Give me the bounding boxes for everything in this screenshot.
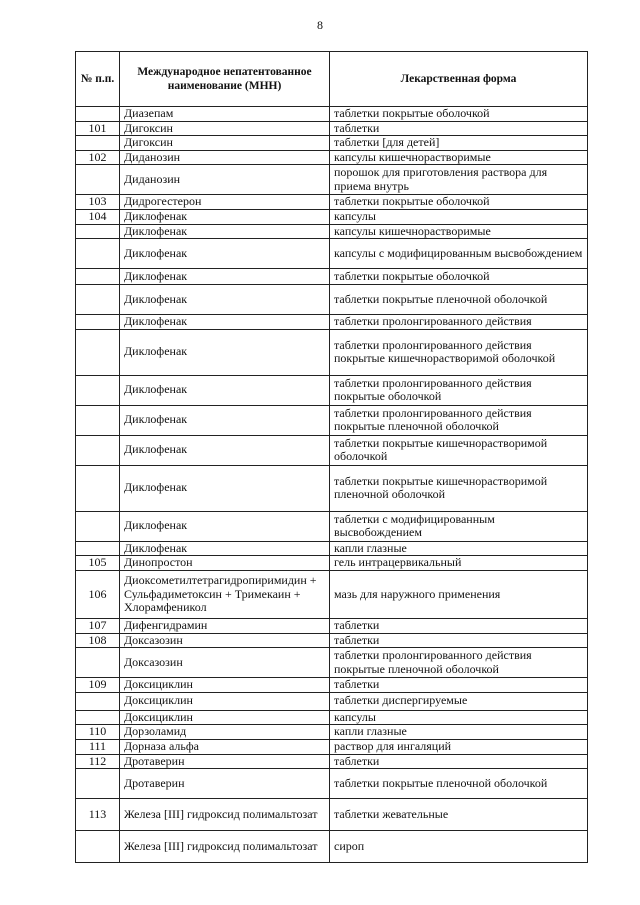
- drug-name: Доксазозин: [120, 633, 330, 648]
- row-number: [76, 269, 120, 285]
- drug-name: Доксазозин: [120, 648, 330, 678]
- drug-name: Диклофенак: [120, 329, 330, 375]
- table-row: [76, 107, 588, 122]
- drug-name: Диданозин: [120, 165, 330, 195]
- drug-name: Диклофенак: [120, 511, 330, 541]
- drug-name: Диклофенак: [120, 224, 330, 239]
- table-row: [76, 315, 588, 330]
- drug-name: Дорзоламид: [120, 725, 330, 740]
- dosage-form: таблетки пролонгированного действия: [330, 315, 588, 330]
- row-number: 110: [76, 725, 120, 740]
- row-number: [76, 541, 120, 556]
- row-number: [76, 224, 120, 239]
- header-form: Лекарственная форма: [330, 52, 588, 107]
- drug-name: Дифенгидрамин: [120, 618, 330, 633]
- table-row: [76, 224, 588, 239]
- table-row: [76, 269, 588, 285]
- table-row: [76, 375, 588, 405]
- table-row: [76, 405, 588, 435]
- table-row: [76, 121, 588, 136]
- row-number: 113: [76, 799, 120, 831]
- drug-name: Диклофенак: [120, 285, 330, 315]
- dosage-form: капсулы кишечнорастворимые: [330, 150, 588, 165]
- row-number: [76, 831, 120, 863]
- dosage-form: таблетки покрытые оболочкой: [330, 195, 588, 210]
- drug-name: Доксициклин: [120, 678, 330, 693]
- table-row: [76, 435, 588, 465]
- row-number: 106: [76, 570, 120, 618]
- row-number: [76, 136, 120, 151]
- dosage-form: таблетки покрытые кишечнорастворимой пленочной оболочкой: [330, 465, 588, 511]
- dosage-form: сироп: [330, 831, 588, 863]
- dosage-form: таблетки пролонгированного действия покрытые оболочкой: [330, 375, 588, 405]
- row-number: [76, 692, 120, 710]
- drug-table: [75, 51, 588, 863]
- table-row: [76, 633, 588, 648]
- table-row: [76, 754, 588, 769]
- dosage-form: таблетки с модифицированным высвобождением: [330, 511, 588, 541]
- table-row: [76, 725, 588, 740]
- table-row: [76, 648, 588, 678]
- dosage-form: капсулы с модифицированным высвобождением: [330, 239, 588, 269]
- row-number: [76, 710, 120, 725]
- table-row: [76, 541, 588, 556]
- dosage-form: порошок для приготовления раствора для приема внутрь: [330, 165, 588, 195]
- row-number: 107: [76, 618, 120, 633]
- dosage-form: капли глазные: [330, 725, 588, 740]
- drug-name: Диклофенак: [120, 375, 330, 405]
- drug-name: Дорназа альфа: [120, 739, 330, 754]
- row-number: 104: [76, 209, 120, 224]
- row-number: [76, 165, 120, 195]
- row-number: 109: [76, 678, 120, 693]
- drug-name: Динопростон: [120, 556, 330, 571]
- table-row: [76, 239, 588, 269]
- table-row: [76, 692, 588, 710]
- dosage-form: таблетки диспергируемые: [330, 692, 588, 710]
- dosage-form: таблетки покрытые кишечнорастворимой оболочкой: [330, 435, 588, 465]
- row-number: [76, 315, 120, 330]
- drug-name: Железа [III] гидроксид полимальтозат: [120, 831, 330, 863]
- row-number: [76, 285, 120, 315]
- drug-name: Диклофенак: [120, 405, 330, 435]
- row-number: [76, 329, 120, 375]
- page-number: 8: [317, 18, 323, 32]
- dosage-form: таблетки пролонгированного действия покрытые пленочной оболочкой: [330, 648, 588, 678]
- dosage-form: таблетки покрытые пленочной оболочкой: [330, 285, 588, 315]
- dosage-form: таблетки [для детей]: [330, 136, 588, 151]
- row-number: [76, 107, 120, 122]
- row-number: 111: [76, 739, 120, 754]
- table-row: [76, 678, 588, 693]
- drug-name: Диклофенак: [120, 239, 330, 269]
- dosage-form: капсулы: [330, 710, 588, 725]
- row-number: [76, 465, 120, 511]
- drug-name: Железа [III] гидроксид полимальтозат: [120, 799, 330, 831]
- drug-name: Диклофенак: [120, 269, 330, 285]
- table-row: [76, 618, 588, 633]
- drug-name: Диклофенак: [120, 315, 330, 330]
- row-number: 108: [76, 633, 120, 648]
- dosage-form: таблетки жевательные: [330, 799, 588, 831]
- table-row: [76, 769, 588, 799]
- row-number: [76, 511, 120, 541]
- dosage-form: гель интрацервикальный: [330, 556, 588, 571]
- dosage-form: таблетки пролонгированного действия покрытые пленочной оболочкой: [330, 405, 588, 435]
- table-row: [76, 195, 588, 210]
- row-number: [76, 375, 120, 405]
- dosage-form: таблетки: [330, 633, 588, 648]
- table-row: [76, 570, 588, 618]
- header-name: Международное непатентованное наименование (МНН): [120, 52, 330, 107]
- drug-name: Дротаверин: [120, 769, 330, 799]
- row-number: [76, 239, 120, 269]
- row-number: 105: [76, 556, 120, 571]
- table-row: [76, 739, 588, 754]
- table-row: [76, 799, 588, 831]
- row-number: [76, 435, 120, 465]
- table-row: [76, 831, 588, 863]
- dosage-form: таблетки пролонгированного действия покрытые кишечнорастворимой оболочкой: [330, 329, 588, 375]
- dosage-form: таблетки: [330, 678, 588, 693]
- header-num: № п.п.: [76, 52, 120, 107]
- row-number: [76, 769, 120, 799]
- drug-name: Дигоксин: [120, 136, 330, 151]
- table-row: [76, 465, 588, 511]
- table-row: [76, 285, 588, 315]
- dosage-form: капли глазные: [330, 541, 588, 556]
- drug-name: Диклофенак: [120, 541, 330, 556]
- drug-name: Дротаверин: [120, 754, 330, 769]
- table-row: [76, 150, 588, 165]
- dosage-form: капсулы кишечнорастворимые: [330, 224, 588, 239]
- table-row: [76, 511, 588, 541]
- row-number: 103: [76, 195, 120, 210]
- drug-name: Дигоксин: [120, 121, 330, 136]
- dosage-form: раствор для ингаляций: [330, 739, 588, 754]
- drug-name: Доксициклин: [120, 710, 330, 725]
- row-number: 112: [76, 754, 120, 769]
- drug-name: Диклофенак: [120, 465, 330, 511]
- table-row: [76, 165, 588, 195]
- row-number: [76, 405, 120, 435]
- table-row: [76, 710, 588, 725]
- dosage-form: таблетки: [330, 618, 588, 633]
- dosage-form: таблетки покрытые оболочкой: [330, 107, 588, 122]
- drug-name: Диазепам: [120, 107, 330, 122]
- dosage-form: таблетки покрытые пленочной оболочкой: [330, 769, 588, 799]
- dosage-form: таблетки: [330, 121, 588, 136]
- row-number: 102: [76, 150, 120, 165]
- row-number: 101: [76, 121, 120, 136]
- drug-name: Диклофенак: [120, 209, 330, 224]
- drug-name: Дидрогестерон: [120, 195, 330, 210]
- drug-name: Диклофенак: [120, 435, 330, 465]
- table-row: [76, 556, 588, 571]
- table-body: [76, 107, 588, 863]
- drug-name: Диданозин: [120, 150, 330, 165]
- table-row: [76, 209, 588, 224]
- dosage-form: капсулы: [330, 209, 588, 224]
- dosage-form: мазь для наружного применения: [330, 570, 588, 618]
- dosage-form: таблетки покрытые оболочкой: [330, 269, 588, 285]
- row-number: [76, 648, 120, 678]
- dosage-form: таблетки: [330, 754, 588, 769]
- drug-name: Доксициклин: [120, 692, 330, 710]
- table-header-row: [76, 52, 588, 107]
- table-row: [76, 329, 588, 375]
- table-row: [76, 136, 588, 151]
- drug-name: Диоксометилтетрагидропиримидин + Сульфадиметоксин + Тримекаин + Хлорамфеникол: [120, 570, 330, 618]
